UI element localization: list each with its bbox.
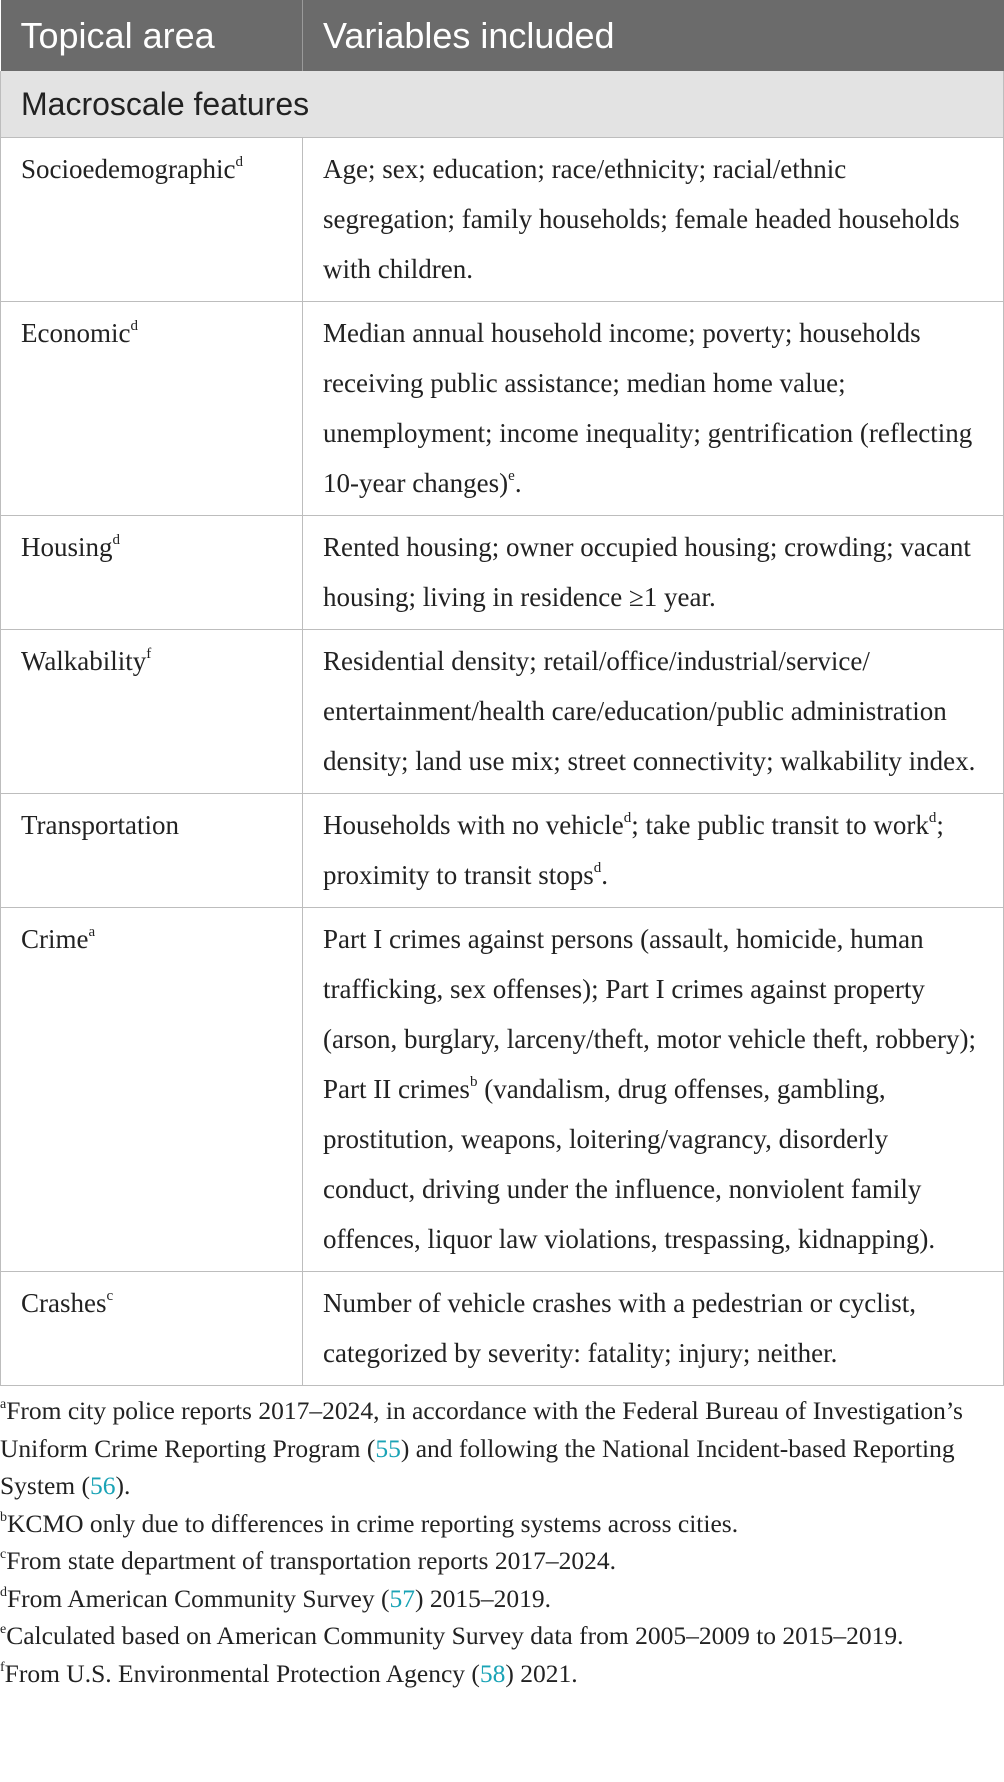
footnote-a: $^a$From city police reports 2017–2024, in accordance with the Federal Bureau of Investigation’s Uniform Crime Reporting Program (55) and following the National Incident-based Reporting System (56). xyxy=(0,1396,963,1500)
variables-cell: Number of vehicle crashes with a pedestrian or cyclist, categorized by severity: fatality; injury; neither. xyxy=(303,1272,1004,1386)
header-topical-area: Topical area xyxy=(1,0,303,71)
topical-area-label: Economic xyxy=(21,318,131,348)
variables-cell: Rented housing; owner occupied housing; crowding; vacant housing; living in residence ≥1 year. xyxy=(303,516,1004,630)
topical-area-cell xyxy=(1,302,303,516)
table-row xyxy=(1,1272,1004,1386)
reference-link[interactable]: 55 xyxy=(375,1433,401,1463)
table-footnotes xyxy=(0,1392,1004,1692)
variables-cell: Households with no vehicle$^d$; take public transit to work$^d$; proximity to transit stops$^d$. xyxy=(303,794,1004,908)
topical-area-cell xyxy=(1,516,303,630)
reference-link[interactable]: 56 xyxy=(89,1471,116,1500)
footnote-marker: b xyxy=(469,1074,478,1090)
table-row xyxy=(1,302,1004,516)
table-row xyxy=(1,908,1004,1272)
topical-area-label: Transportation xyxy=(21,810,180,840)
footnote-marker: d xyxy=(235,154,243,170)
table-row xyxy=(1,138,1004,302)
topical-area-cell xyxy=(1,1272,303,1386)
footnote-marker: e xyxy=(508,468,515,484)
variables-cell: Median annual household income; poverty; households receiving public assistance; median home value; unemployment; income inequality; gentrification (reflecting 10-year changes)$^e$. xyxy=(303,302,1004,516)
footnote-f: $^f$From U.S. Environmental Protection Agency (58) 2021. xyxy=(0,1658,578,1688)
reference-link[interactable]: 57 xyxy=(389,1583,415,1613)
footnote-b: $^b$KCMO only due to differences in crime reporting systems across cities. xyxy=(0,1508,739,1538)
topical-area-label: Crime xyxy=(21,924,89,954)
footnote-marker: d xyxy=(112,532,121,548)
topical-area-label: Crashes xyxy=(21,1288,107,1318)
topical-area-cell xyxy=(1,908,303,1272)
topical-area-cell xyxy=(1,630,303,794)
footnote-marker: a xyxy=(88,924,96,940)
footnote-c: $^c$From state department of transportation reports 2017–2024. xyxy=(0,1546,616,1575)
table-row xyxy=(1,794,1004,908)
footnote-marker: d xyxy=(623,810,632,826)
footnote-marker: f xyxy=(146,646,152,662)
topical-area-cell xyxy=(1,138,303,302)
footnote-marker: c xyxy=(106,1288,114,1304)
footnote-marker: d xyxy=(928,810,937,826)
topical-area-label: Socioedemographic xyxy=(21,154,236,184)
footnote-d: $^d$From American Community Survey (57) 2015–2019. xyxy=(0,1583,551,1613)
topical-area-label: Housing xyxy=(21,532,113,562)
footnote-marker: d xyxy=(130,318,138,334)
footnote-e: $^e$Calculated based on American Community Survey data from 2005–2009 to 2015–2019. xyxy=(0,1621,904,1650)
topical-area-cell xyxy=(1,794,303,908)
table-row xyxy=(1,516,1004,630)
table-header-row xyxy=(1,0,1004,71)
section-title: Macroscale features xyxy=(1,71,1004,138)
variables-cell: Part I crimes against persons (assault, homicide, human trafficking, sex offenses); Part I crimes against property (arson, burglary, larceny/theft, motor vehicle theft, robbery); Part II crimes$^b$ (vandalism, drug offenses, gambling, prostitution, weapons, loitering/vagrancy, disorderly conduct, driving under the influence, nonviolent family offences, liquor law violations, trespassing, kidnapping). xyxy=(303,908,1004,1272)
table-row xyxy=(1,630,1004,794)
variables-cell: Age; sex; education; race/ethnicity; racial/ethnic segregation; family households; female headed households with children. xyxy=(303,138,1004,302)
variables-cell: Residential density; retail/office/industrial/service/ entertainment/health care/education/public administration density; land use mix; street connectivity; walkability index. xyxy=(303,630,1004,794)
footnote-marker: d xyxy=(593,860,602,876)
header-variables-included: Variables included xyxy=(303,0,1004,71)
reference-link[interactable]: 58 xyxy=(479,1658,506,1688)
topical-area-label: Walkability xyxy=(21,646,147,676)
section-row xyxy=(1,71,1004,138)
